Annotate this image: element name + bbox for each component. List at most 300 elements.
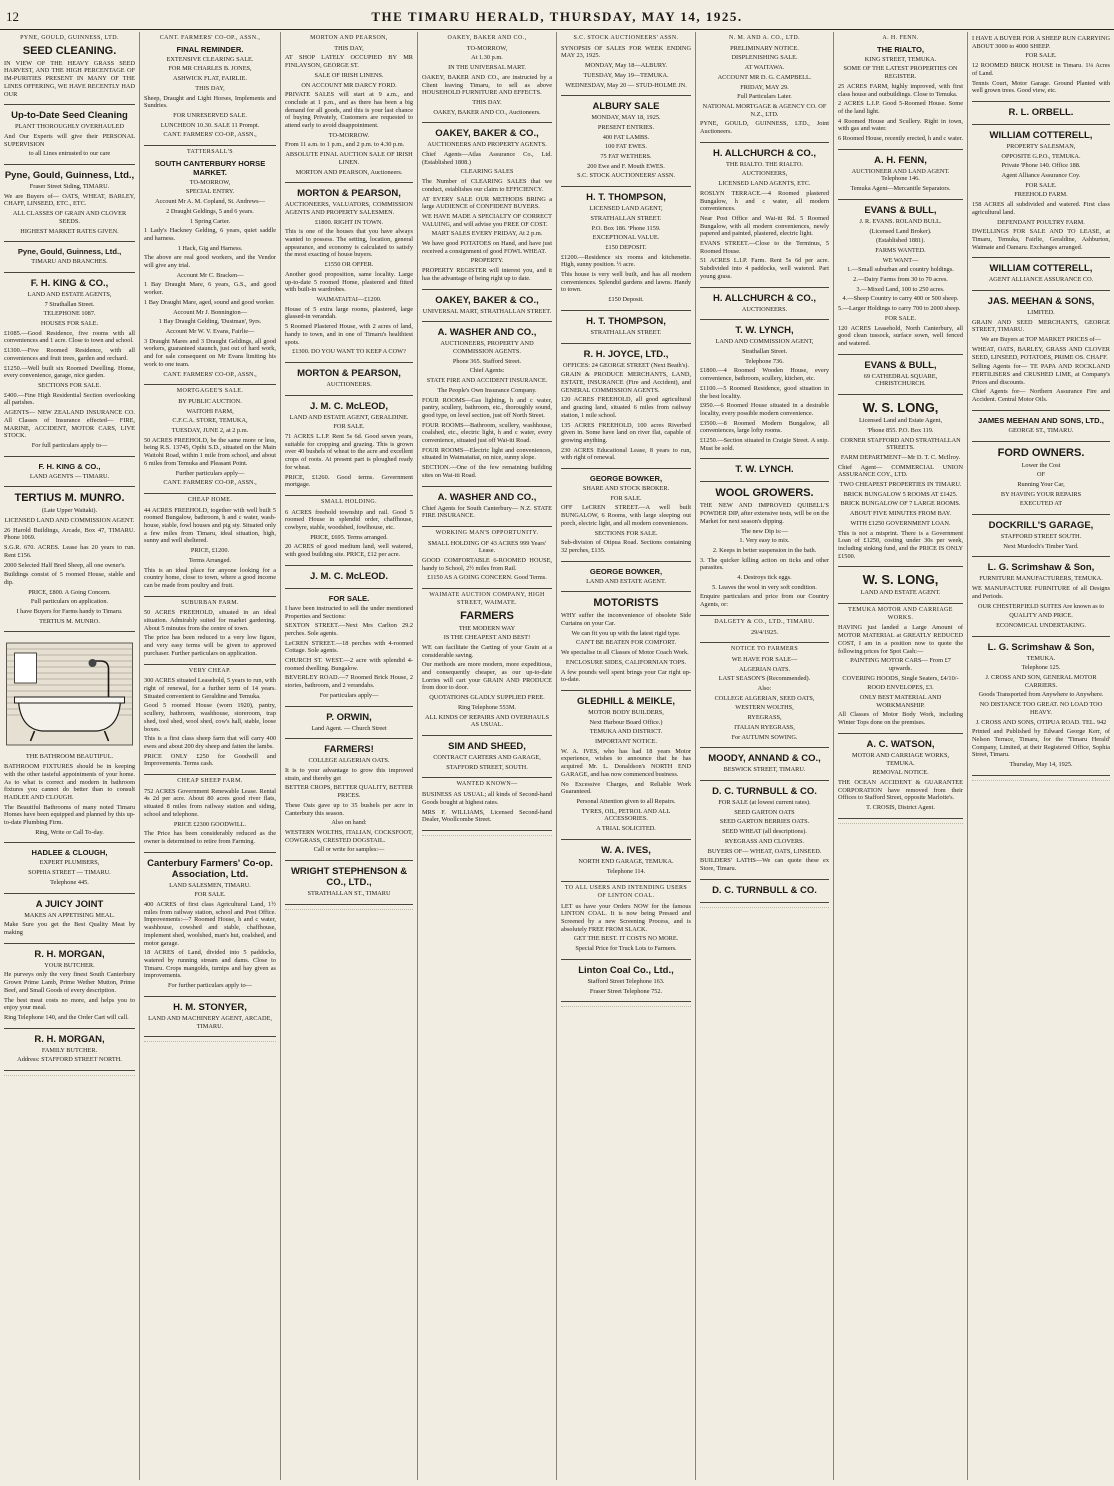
ad-text: Ring Telephone 553M. xyxy=(457,703,517,711)
ad-heading: EVANS & BULL, xyxy=(864,204,937,216)
ad-text: £1085.—Good Residence, five rooms with all conveniences and 1 acre. Close to town and school. xyxy=(4,329,135,345)
ad-text: WE HAVE MADE A SPECIALTY OF CORRECT VALUING, and will advise you FREE OF COST. xyxy=(422,212,552,228)
ad-text: THIS DAY, xyxy=(334,44,364,52)
ad-text: Chief Agent— COMMERCIAL UNION ASSURANCE COY., LTD. xyxy=(838,463,963,479)
ad-text: GET THE BEST. IT COSTS NO MORE. xyxy=(573,935,679,943)
advertisement xyxy=(144,146,276,385)
ad-text: C.F.C.A. STORE, TEMUKA, xyxy=(172,417,248,425)
advertisement xyxy=(700,320,829,459)
ad-text: 120 ACRES FREEHOLD, all good agricultural and grazing land, situated 6 miles from railway station, 1 mile school. xyxy=(561,396,691,419)
ad-text: GEORGE ST., TIMARU. xyxy=(1008,426,1074,434)
ad-text: Private 'Phone 140. Office 188. xyxy=(1001,162,1081,170)
advertisement xyxy=(285,363,413,396)
advertisement xyxy=(700,643,829,748)
ad-heading: THE RIALTO, xyxy=(877,44,924,54)
ad-text: PROPERTY. xyxy=(470,257,504,265)
bathtub-icon xyxy=(4,639,135,749)
advertisement xyxy=(972,442,1110,516)
ad-text: £1800.—4 Roomed Wooden House, every convenience, bathroom, scullery, kitchen, etc. xyxy=(700,367,829,383)
ad-text: 51 ACRES L.I.P. Farm. Rent 5s 6d per acre. Subdivided into 4 paddocks, well watered. Part young grass. xyxy=(700,257,829,280)
column-2 xyxy=(140,32,281,1480)
advertisement xyxy=(838,734,963,819)
ad-text: STRATHALLAN STREET. xyxy=(590,328,662,336)
ad-heading: SEED CLEANING. xyxy=(22,44,117,57)
ad-heading: JAS. MEEHAN & SONS, xyxy=(987,296,1095,308)
ad-text: Goods Transported from Anywhere to Anywhere. xyxy=(978,691,1104,699)
ad-text: MOTOR BODY BUILDERS, xyxy=(588,708,664,716)
ad-heading: DOCKRILL'S GARAGE, xyxy=(988,520,1094,532)
advertisement xyxy=(4,165,135,242)
ad-text: Phone 365. Stafford Street. xyxy=(452,357,522,365)
ad-text: The Price has been considerably reduced as the owner is determined to retire from Farming. xyxy=(144,830,276,845)
advertisement xyxy=(972,291,1110,411)
ad-heading: SIM AND SHEED, xyxy=(448,741,526,752)
column-1 xyxy=(0,32,140,1480)
ad-caption: SMALL HOLDING. xyxy=(320,498,378,505)
ad-text: Agent Alliance Assurance Coy. xyxy=(1001,172,1081,180)
ad-text: Full Particulars Later. xyxy=(737,93,792,101)
ad-text: GOOD COMFORTABLE 6-ROOMED HOUSE, handy to School, 2½ miles from Rail. xyxy=(422,557,552,572)
ad-text: QUOTATIONS GLADLY SUPPLIED FREE. xyxy=(429,694,545,702)
ad-text: 25 ACRES FARM, highly improved, with first class house and outbuildings. Close to Temuka. xyxy=(838,82,963,98)
ad-text: FOUR ROOMS—Bathroom, scullery, washhouse, coalshed, etc., electric light, h and c water, every convenience, situated just off Wai-iti Road. xyxy=(422,421,552,445)
advertisement xyxy=(838,150,963,200)
ad-text: 6 ACRES freehold township and rail. Good 5 roomed House in splendid order, chaffhouse, cowbyre, stable, woodshed, fowlhouse, etc. xyxy=(285,508,413,532)
ad-text: 3. The quicker killing action on ticks and other parasites. xyxy=(700,556,829,572)
ad-text: OFF LeCREN STREET.—A well built BUNGALOW, 6 Rooms, with large sleeping out porch, electric light, and all modern conveniences. xyxy=(561,504,691,527)
advertisement xyxy=(972,125,1110,258)
ad-text: £950.—6 Roomed House situated in a desirable locality, every possible modern convenience. xyxy=(700,402,829,417)
advertisement xyxy=(422,290,552,323)
ad-text: OUR CHESTERFIELD SUITES Are known as to xyxy=(977,602,1105,610)
ad-text: PRICE, £800. A Going Concern. xyxy=(28,588,111,596)
ad-text: HAVING just landed a Large Amount of MOTOR MATERIAL at GREATLY REDUCED COST, I am in a position now to quote the following prices for Spot Cash:— xyxy=(838,624,963,655)
ad-text: 5.—Larger Holdings to carry 700 to 2000 sheep. xyxy=(838,305,961,313)
ad-text: TEMUKA. xyxy=(1026,654,1056,662)
advertisement xyxy=(4,32,135,105)
ad-text: 1 Bay Draught Mare, 6 years, G.S., and good worker. xyxy=(144,281,276,297)
ad-text: Licensed Land and Estate Agent, xyxy=(858,417,943,425)
ad-text: PRELIMINARY NOTICE. xyxy=(730,44,799,52)
ad-text: S.G.R. 670. ACRES. Lease has 20 years to run. Rent £156. xyxy=(4,544,135,559)
advertisement xyxy=(4,944,135,1029)
ad-text: COLLEGE ALGERIAN, SEED OATS, xyxy=(714,694,815,702)
ad-heading: L. G. Scrimshaw & Son, xyxy=(987,562,1095,574)
ad-text: PRICE, £1200. xyxy=(190,547,230,555)
advertisement xyxy=(285,396,413,496)
ad-text: Selling Agents for— TE PAPA AND ROCKLAND FERTILISERS and CRUSHED LIME, at Company's Prices and discounts. xyxy=(972,363,1110,386)
ad-text: IMPORTANT NOTICE. xyxy=(595,738,657,746)
advertisement xyxy=(700,143,829,288)
ad-text: Chief Agents for— Northern Assurance Fire and Accident. Central Motor Oils. xyxy=(972,388,1110,404)
ad-text: Address: STAFFORD STREET NORTH. xyxy=(17,1056,122,1064)
advertisement xyxy=(561,691,691,840)
ad-text: EXTENSIVE CLEARING SALE. xyxy=(166,55,254,63)
ad-text: LAND AGENTS — TIMARU. xyxy=(29,472,110,480)
ad-text: TYRES, OIL, PETROL AND ALL ACCESSORIES. xyxy=(581,807,671,823)
advertisement xyxy=(561,469,691,562)
ad-heading: WRIGHT STEPHENSON & CO., LTD., xyxy=(290,866,408,889)
ad-text: Personal Attention given to all Repairs. xyxy=(576,798,676,805)
ad-caption: DALGETY & CO., LTD., TIMARU. xyxy=(714,618,815,625)
ad-heading: Canterbury Farmers' Co-op. Association, Ltd. xyxy=(147,857,273,880)
ad-text: FARM DEPARTMENT—Mr D. T. C. McIlroy. xyxy=(840,453,961,461)
ad-text: Chief Agents for South Canterbury— N.Z. STATE FIRE INSURANCE. xyxy=(422,504,552,520)
advertisement xyxy=(700,748,829,781)
ad-text: BY HAVING YOUR REPAIRS xyxy=(1000,490,1082,498)
ad-text: ROOD ENVELOPES, £3. xyxy=(867,684,934,692)
ad-text: PLANT THOROUGHLY OVERHAULED xyxy=(14,123,125,131)
ad-text: FOR SALE. xyxy=(333,423,365,431)
ad-text: ENCLOSURE SIDES, CALIFORNIAN TOPS. xyxy=(565,658,687,666)
advertisement xyxy=(972,515,1110,557)
ad-text: WHY suffer the inconvenience of obsolete Side Curtains on your Car. xyxy=(561,612,691,628)
ad-text: AUCTIONEERS, VALUATORS, COMMISSION AGENTS AND PROPERTY SALESMEN. xyxy=(285,201,413,216)
ad-heading: GEORGE BOWKER, xyxy=(589,566,663,576)
ad-heading: W. S. LONG, xyxy=(862,572,939,588)
ad-text: 12 ROOMED BRICK HOUSE in Timaru. 1¼ Acres of Land. xyxy=(972,62,1110,77)
ad-text: LeCREN STREET.—18 perches with 4-roomed Cottage. Sole agents. xyxy=(285,639,413,655)
ad-text: WE HAVE FOR SALE— xyxy=(731,655,798,663)
column-3 xyxy=(281,32,418,1480)
advertisement xyxy=(700,482,829,615)
advertisement xyxy=(561,32,691,96)
advertisement xyxy=(285,566,413,589)
advertisement xyxy=(285,32,413,183)
ad-text: BRICK BUNGALOW 5 ROOMS AT £1425. xyxy=(843,490,958,498)
ad-text: 5. Leaves the wool in very soft condition. xyxy=(712,583,817,591)
ad-text: Sheep, Draught and Light Horses, Implements and Sundries. xyxy=(144,94,276,110)
ad-text: ASHWICK FLAT, FAIRLIE. xyxy=(173,75,247,83)
advertisement xyxy=(422,32,552,123)
ad-text: BETTER CROPS, BETTER QUALITY, BETTER PRICES. xyxy=(285,784,413,800)
ad-text: 4 Roomed House and Scullery. Right in town, with gas and water. xyxy=(838,117,963,133)
ad-text: WITH £1250 GOVERNMENT LOAN. xyxy=(850,519,951,527)
ad-caption: WAIMATE AUCTION COMPANY, HIGH STREET, WAIMATE. xyxy=(429,592,545,606)
ad-text: Telephone 736. xyxy=(745,357,784,365)
ad-heading: Pyne, Gould, Guinness, Ltd., xyxy=(17,247,122,257)
ad-caption: TATTERSALL'S xyxy=(186,149,234,156)
ad-text: SECTION.—One of the few remaining building sites on Wai-iti Road. xyxy=(422,464,552,479)
ad-text: FARMS WANTED. xyxy=(875,246,926,254)
ad-text: TO-MORROW. xyxy=(328,131,370,139)
ad-text: I HAVE A BUYER FOR A SHEEP RUN CARRYING ABOUT 3000 to 4000 SHEEP. xyxy=(972,35,1110,50)
ad-heading: F. H. KING & CO., xyxy=(30,277,109,289)
ad-text: WHEAT, OATS, BARLEY, GRASS AND CLOVER SEED, LINSEED, POTATOES, PRIME OS. CHAFF. xyxy=(972,345,1110,361)
ad-text: SHARE AND STOCK BROKER. xyxy=(582,485,670,493)
advertisement xyxy=(972,32,1110,102)
advertisement xyxy=(561,311,691,344)
ad-text: I have been instructed to sell the under mentioned Properties and Sections: xyxy=(285,604,413,620)
ad-text: FOUR ROOMS—Gas lighting, h and c water, pantry, scullery, bathroom, etc., thoroughly sound, good type, on level section, just off North Street. xyxy=(422,396,552,419)
ad-text: RYEGRASS, xyxy=(747,714,782,722)
ad-text: SPECIAL ENTRY. xyxy=(185,188,235,196)
ad-text: 18 ACRES of Land, divided into 5 paddocks, watered by running stream and dams. Close to Timaru. Crops mangolds, turnips and hay given as improvements. xyxy=(144,949,276,980)
ad-text: IN THE UNIVERSAL MART. xyxy=(448,64,526,72)
advertisement xyxy=(561,840,691,882)
ad-text: TERTIUS M. MUNRO. xyxy=(39,617,100,625)
ad-text: £1300. DO YOU WANT TO KEEP A COW? xyxy=(292,348,406,356)
ad-text: STAFFORD STREET, SOUTH. xyxy=(446,763,528,771)
advertisement xyxy=(144,853,276,997)
ad-text: ALL CLASSES OF GRAIN AND CLOVER SEEDS. xyxy=(12,210,127,225)
ad-text: For particulars apply— xyxy=(319,691,379,699)
ad-text: MRS F. WILLIAMS, Licensed Second-hand Dealer, Woollcombe Street. xyxy=(422,808,552,824)
ad-heading: ALBURY SALE xyxy=(592,101,660,113)
ad-text: S.C. STOCK AUCTIONEERS' ASSN. xyxy=(577,172,675,180)
ad-text: BUILDERS' LATHS—We can quote these ex Store, Timaru. xyxy=(700,857,829,872)
ad-heading: OAKEY, BAKER & CO., xyxy=(435,294,539,306)
ad-text: I have Buyers for Farms handy to Timaru. xyxy=(16,608,123,616)
ad-text: £1250.—Section situated in Craigie Street. A snip. Must be sold. xyxy=(700,437,829,452)
ad-text: SECTIONS FOR SALE. xyxy=(38,381,101,389)
advertisement xyxy=(144,32,276,146)
ad-text: 1 Bay Draught Mare, aged, sound and good worker. xyxy=(144,298,275,306)
ad-text: AUCTIONEERS AND PROPERTY AGENTS. xyxy=(427,141,547,149)
ad-text: REMOVAL NOTICE. xyxy=(872,769,929,777)
advertisement xyxy=(561,96,691,187)
ad-text: 1 Bay Draught Gelding, 'Dustman', 9yrs. xyxy=(158,318,262,326)
ad-text: This house is very well built, and has all modern conveniences. Splendid gardens and lawns. Handy to town. xyxy=(561,271,691,294)
ad-heading: D. C. TURNBULL & CO. xyxy=(712,884,817,896)
ad-text: WE can facilitate the Carting of your Grain at a considerable saving. xyxy=(422,643,552,659)
column-8 xyxy=(968,32,1114,1480)
advertisement xyxy=(4,273,135,457)
advertisement xyxy=(838,395,963,567)
ad-text: 200 Ewe and F. Mouth EWES. xyxy=(587,162,665,170)
ad-caption: OAKEY, BAKER AND CO., xyxy=(447,35,527,41)
ad-text: LAND AND COMMISSION AGENT, xyxy=(715,338,814,346)
ad-text: J. R. EVANS. ROLAND BULL. xyxy=(859,217,942,225)
ad-text: This is one of the houses that you have always wanted to possess. The setting, location, general appearance, and economy is calculated to satisfy the most exacting of house buyers. xyxy=(285,228,413,259)
advertisement xyxy=(838,32,963,150)
advertisement xyxy=(285,183,413,363)
ad-text: DEFENDANT POULTRY FARM. xyxy=(997,218,1085,226)
ad-text: £150 Deposit. xyxy=(608,296,644,304)
ad-text: THE OCEAN ACCIDENT & GUARANTEE CORPORATION have removed from their Offices to Stafford Street, opposite Marlotte's. xyxy=(838,779,963,802)
ad-text: COLLEGE ALGERIAN OATS. xyxy=(308,757,390,765)
ad-text: FOR SALE. xyxy=(1025,181,1057,189)
ad-caption: VERY CHEAP. xyxy=(188,667,232,674)
ad-heading: A. WASHER AND CO., xyxy=(437,491,537,503)
advertisement xyxy=(422,527,552,589)
ad-text: This is not a misprint. There is a Government Loan of £1250, costing under 30s per week, including sinking fund, and the PRICE IS ONLY £1500. xyxy=(838,529,963,560)
masthead xyxy=(0,0,1114,30)
ad-text: AT SHOP LATELY OCCUPIED BY MR FINLAYSON, GEORGE ST. xyxy=(285,54,413,70)
ad-text: 2000 Selected Half Bred Sheep, all one owner's. xyxy=(4,561,126,569)
ad-text: 50 ACRES FREEHOLD, be the same more or less, being R.S. 13745, Opihi S.D., situated on the Main Waitohi Road, within 1 mile from school, and about 6 miles from Temuka and Pleasant Point. xyxy=(144,436,276,467)
ad-text: Lower the Cost xyxy=(1021,461,1061,469)
ad-text: BUYERS OF— WHEAT, OATS, LINSEED. xyxy=(707,847,822,855)
ad-text: OAKEY, BAKER AND CO., are instructed by a Client leaving Timaru, to sell as above HOUSEHOLD FURNITURE AND EFFECTS. xyxy=(422,73,552,97)
ad-text: Ring, Write or Call To-day. xyxy=(35,828,104,836)
ad-text: Printed and Published by Edward George Kerr, of Nelson Terrace, Timaru, for the 'Timaru Herald' Company, Limited, at their Registered Office, Sophia Street, Timaru. xyxy=(972,728,1110,759)
ad-text: FOR SALE. xyxy=(610,494,642,502)
ad-text: 2. Keeps in better suspension in the bath. xyxy=(712,546,817,554)
ad-heading: T. W. LYNCH, xyxy=(735,325,794,337)
ad-text: 1 Spring Carter. xyxy=(189,217,231,225)
ad-text: FOR MR CHARLES B. JONES, xyxy=(168,65,252,73)
ad-text: EXCEPTIONAL VALUE. xyxy=(592,234,660,242)
ad-text: to all Lines entrusted to our care xyxy=(28,150,111,158)
ad-text: Sub-division of Otipua Road. Sections containing 32 perches, £135. xyxy=(561,539,691,554)
ad-heading: MORTON & PEARSON, xyxy=(297,367,401,379)
column-fill xyxy=(972,780,1110,1480)
ad-text: HOUSES FOR SALE. xyxy=(40,320,99,328)
ad-text: WESTERN WOLTHS, ITALIAN, COCKSFOOT, COWGRASS, CRESTED DOGSTAIL. xyxy=(285,828,413,844)
ad-text: FAMILY BUTCHER. xyxy=(41,1046,98,1054)
advertisement xyxy=(561,344,691,469)
ad-text: MONDAY, MAY 18, 1925. xyxy=(591,114,661,122)
ad-text: (Licensed Land Broker). xyxy=(869,227,932,235)
advertisement xyxy=(972,557,1110,636)
advertisement xyxy=(4,105,135,165)
ad-text: SECTIONS FOR SALE. xyxy=(594,529,658,537)
ad-text: PRICE, £1260. Good terms. Government mortgage. xyxy=(285,473,413,489)
ad-heading: R. H. MORGAN, xyxy=(34,1033,105,1045)
ad-text: STRATHALLAN STREET. xyxy=(590,214,662,222)
ad-text: THIS DAY. xyxy=(472,98,502,106)
advertisement xyxy=(4,894,135,944)
ad-text: LAST SEASON'S (Recommended). xyxy=(718,675,811,683)
ad-heading: J. M. C. McLEOD, xyxy=(309,400,389,412)
ad-text: PRESENT ENTRIES. xyxy=(597,123,655,131)
bathtub-illustration xyxy=(4,639,135,749)
ad-text: And Our Experts will give their PERSONAL SUPERVISION xyxy=(4,132,135,148)
ad-text: TUESDAY, JUNE 2, at 2 p.m. xyxy=(171,427,249,435)
ad-text: AGENTS— NEW ZEALAND INSURANCE CO. All Classes of Insurance effected— FIRE, MARINE, ACCIDENT, MOTOR CARS, LIVE STOCK. xyxy=(4,409,135,440)
advertisement xyxy=(700,880,829,903)
ad-text: LICENSED LAND AGENTS, ETC. xyxy=(718,180,811,188)
ad-caption: TEMUKA MOTOR AND CARRIAGE WORKS. xyxy=(848,607,953,621)
ad-text: 7 Strathallan Street. xyxy=(44,300,95,308)
advertisement xyxy=(144,775,276,853)
ad-text: AUCTIONEERS. xyxy=(326,380,372,388)
ad-heading: FARMERS xyxy=(460,609,514,622)
ad-heading: Pyne, Gould, Guinness, Ltd., xyxy=(4,170,135,182)
ad-heading: A JUICY JOINT xyxy=(35,898,104,910)
advertisement xyxy=(144,597,276,665)
advertisement xyxy=(422,778,552,831)
ad-text: Stafford Street Telephone 163. xyxy=(587,977,665,985)
advertisement xyxy=(700,288,829,321)
ad-text: Thursday, May 14, 1925. xyxy=(1009,761,1073,769)
ad-text: P.O. Box 186. 'Phone 1159. xyxy=(591,224,661,232)
ad-text: He purveys only the very finest South Canterbury Grown Prime Lamb, Prime Wether Mutton, Prime Beef, and Small Goods of every description. xyxy=(4,971,135,994)
advertisement xyxy=(285,707,413,740)
ad-text: At 1.30 p.m. xyxy=(471,54,503,62)
newspaper-title: THE TIMARU HERALD, THURSDAY, MAY 14, 1925. xyxy=(371,9,743,24)
ad-text: IN VIEW OF THE HEAVY GRASS SEED HARVEST, AND THE HIGH PERCENTAGE OF IM-PURITIES PRESENT IN MANY OF THE LINES OFFERING, WE HAVE RECENTLY HAD OUR xyxy=(4,59,135,98)
advertisement xyxy=(972,258,1110,291)
ad-heading: T. W. LYNCH. xyxy=(735,464,794,476)
ad-heading: Linton Coal Co., Ltd., xyxy=(578,964,674,976)
ad-text: The above are real good workers, and the Vendor will give any trial. xyxy=(144,254,276,270)
ad-heading: D. C. TURNBULL & CO. xyxy=(712,786,817,797)
ad-text: ALGERIAN OATS. xyxy=(738,665,791,673)
ad-heading: J. M. C. McLEOD. xyxy=(309,570,389,582)
ad-text: PROPERTY REGISTER will interest you, and it has the advantage of being right up to date. xyxy=(422,267,552,282)
ad-text: £150 DEPOSIT. xyxy=(605,243,647,251)
ad-text: Ring Telephone 140, and the Order Cart will call. xyxy=(4,1013,129,1021)
ad-text: This is a first class sheep farm that will carry 400 ewes and about 200 dry sheep and fatten the lambs. xyxy=(144,735,276,750)
ad-text: Further particulars apply— xyxy=(175,469,245,477)
ad-heading: MOODY, ANNAND & CO., xyxy=(708,753,821,765)
ad-text: SEED GARTON OATS xyxy=(734,808,795,816)
ad-text: 3.—Mixed Land, 100 to 250 acres. xyxy=(856,285,945,293)
ad-heading: A. C. WATSON, xyxy=(866,738,935,750)
ad-caption: CHEAP SHEEP FARM. xyxy=(177,778,243,785)
ad-caption: SUBURBAN FARM. xyxy=(181,599,239,606)
ad-text: AUCTIONEERS. xyxy=(741,305,788,313)
ad-text: Good 5 roomed House (worn 1920), pantry, scullery, bathroom, washhouse, storeroom, trap shed, tool shed, wool shed, cow's hall, stable, loose boxes. xyxy=(144,702,276,733)
ad-text: LAND AND MACHINERY AGENT, ARCADE, TIMARU. xyxy=(148,1014,272,1030)
ad-text: ONLY BEST MATERIAL AND WORKMANSHIP. xyxy=(859,694,942,709)
ad-text: LUNCHEON 10.30. SALE 11 Prompt. xyxy=(160,121,260,129)
ad-heading: L. G. Scrimshaw & Son, xyxy=(987,641,1095,653)
ad-text: CANT. FARMERS' CO-OP., ASSN., xyxy=(163,479,257,487)
ad-text: CANT. FARMERS' CO-OP., ASSN., xyxy=(163,370,257,378)
ad-heading: WILLIAM COTTERELL, xyxy=(989,263,1093,275)
ad-text: 1 Lady's Hackney Gelding, 6 years, quiet saddle and harness. xyxy=(144,227,276,242)
ad-heading: W. S. LONG, xyxy=(862,400,939,416)
ad-text: LAND AND ESTATE AGENT. xyxy=(860,589,941,597)
ad-heading: HADLEE & CLOUGH, xyxy=(31,848,108,858)
ad-heading: FORD OWNERS. xyxy=(997,446,1085,459)
ad-text: Telephone 125. xyxy=(1021,664,1061,672)
ad-text: ABSOLUTE FINAL AUCTION SALE OF IRISH LINEN. xyxy=(285,151,413,166)
ad-text: 'Phone 855. P.O. Box 119. xyxy=(867,426,934,434)
ad-text: Account Mr J. Bonnington— xyxy=(173,308,247,316)
ad-heading: EVANS & BULL, xyxy=(864,359,937,371)
ad-text: Tennis Court, Motor Garage. Ground Planted with well grown trees. Good view, etc. xyxy=(972,79,1110,95)
ad-text: CONTRACT CARTERS AND GARAGE, xyxy=(433,754,541,761)
ad-text: PRICE £2300 GOODWILL. xyxy=(173,820,247,828)
advertisement xyxy=(838,355,963,395)
ad-text: THIS DAY, xyxy=(195,84,225,92)
ad-text: THE BATHROOM BEAUTIFUL. xyxy=(25,753,114,761)
ad-text: Near Post Office and Wai-iti Rd. 5 Roomed Bungalow, with all modern conveniences, newly papered and painted, plastered, electric light. xyxy=(700,214,829,238)
advertisement xyxy=(285,496,413,566)
ad-text: WAITOHI FARM, xyxy=(186,407,234,415)
ad-text: The best meat costs no more, and helps you to enjoy your meal. xyxy=(4,996,135,1012)
ad-text: 2 Draught Geldings, 5 and 6 years. xyxy=(166,207,254,215)
ad-text: Buildings consist of 5 roomed House, stable and dip. xyxy=(4,571,135,586)
ad-caption: A. H. FENN. xyxy=(882,35,919,41)
advertisement xyxy=(285,861,413,905)
ad-heading: W. A. IVES, xyxy=(601,844,651,856)
ad-text: £1550 OR OFFER. xyxy=(324,261,374,269)
ad-text: FRIDAY, MAY 29. xyxy=(740,83,789,91)
ad-text: ALL KINDS OF REPAIRS AND OVERHAULS AS USUAL. xyxy=(425,713,549,729)
ad-text: LAND AND ESTATE AGENTS, xyxy=(27,290,112,298)
ad-text: BESWICK STREET, TIMARU. xyxy=(723,766,806,774)
ad-text: The Beautiful Bathrooms of many noted Timaru Homes have been equipped and planned by this up-to-date Plumbing Firm. xyxy=(4,803,135,827)
ad-heading: GLEDHILL & MEIKLE, xyxy=(577,695,675,707)
ad-text: Account Mr A. M. Copland, St. Andrews— xyxy=(155,198,265,206)
ad-caption: MORTON AND PEARSON, xyxy=(310,35,388,41)
advertisement xyxy=(144,385,276,494)
ad-text: WE MANUFACTURE FURNITURE of all Designs and Periods. xyxy=(972,585,1110,600)
ad-text: £400.—Fine High Residential Section overlooking all parishes. xyxy=(4,391,135,407)
ad-text: MAKES AN APPETISING MEAL. xyxy=(24,911,115,919)
ad-text: EXECUTED AT xyxy=(1019,500,1063,508)
advertisement xyxy=(972,102,1110,125)
advertisement xyxy=(561,562,691,593)
ad-text: 1 Hack, Gig and Harness. xyxy=(177,244,243,252)
ad-text: We are Buyers of— OATS, WHEAT, BARLEY, CHAFF, LINSEED, ETC., ETC. xyxy=(4,192,135,208)
ad-text: (Late Upper Waitaki). xyxy=(41,507,98,515)
